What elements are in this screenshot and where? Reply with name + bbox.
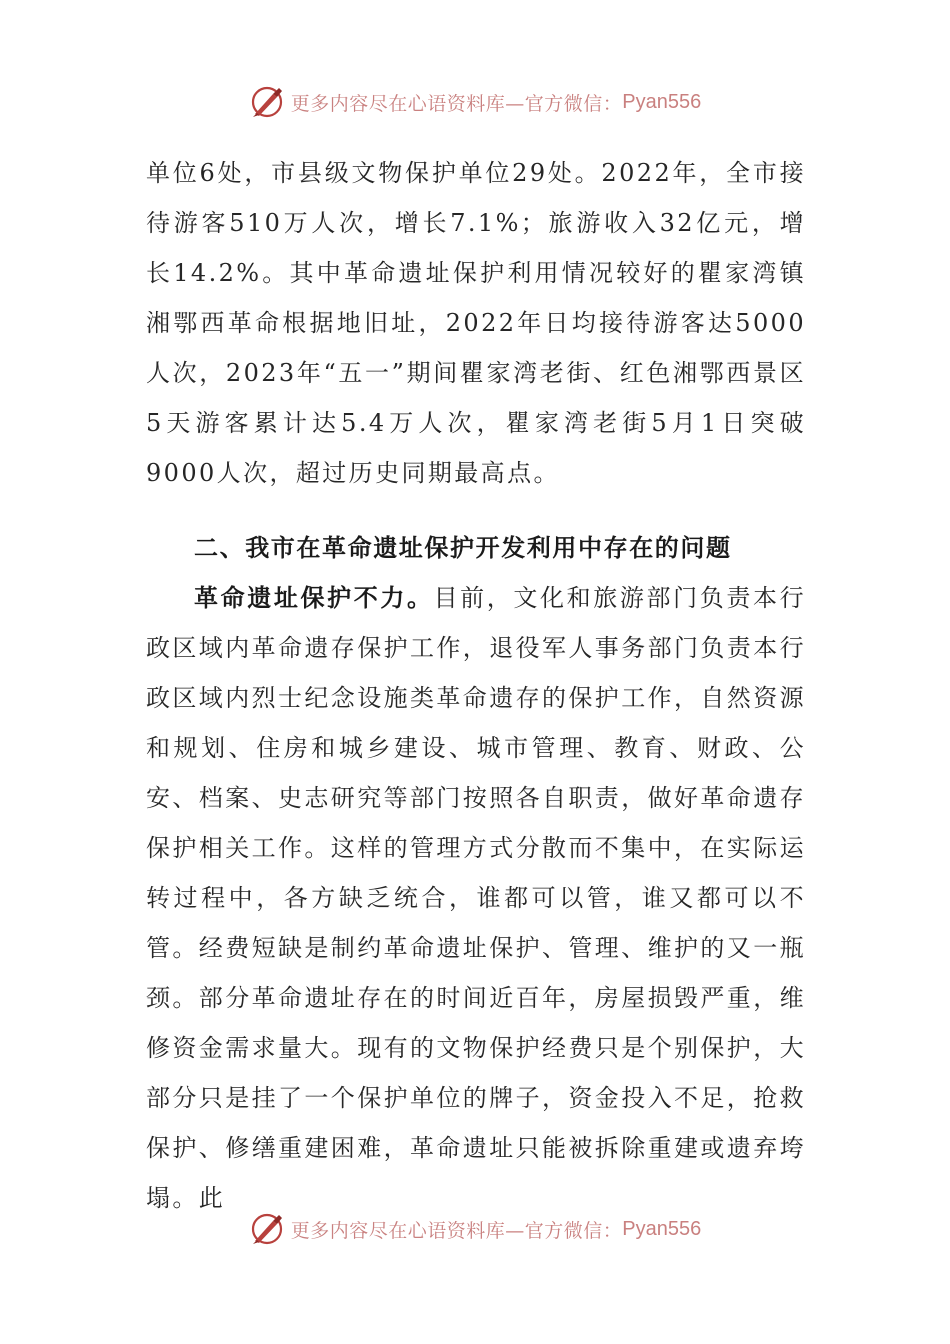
header-banner-content [249,84,701,120]
paragraph-statistics: 单位6处，市县级文物保护单位29处。2022年，全市接待游客510万人次，增长7.1%；旅游收入32亿元，增长14.2%。其中革命遗址保护利用情况较好的瞿家湾镇湘鄂西革命根据地旧址，2022年日均接待游客达5000人次，2023年“五一”期间瞿家湾老街、红色湘鄂西景区5天游客累计达5.4万人次，瞿家湾老街5月1日突破9000人次，超过历史同期最高点。 [146,159,806,487]
banner-wechat-id: Pyan556 [622,1217,702,1240]
banner-text: 更多内容尽在心语资料库—官方微信： [290,92,623,115]
section-heading: 二、我市在革命遗址保护开发利用中存在的问题 [194,533,732,562]
paragraph-lead: 革命遗址保护不力。 [194,583,434,612]
banner-text: 更多内容尽在心语资料库—官方微信： [290,1219,623,1242]
document-body [146,148,806,1223]
pen-logo-icon [249,1211,285,1247]
header-banner [0,82,950,122]
pen-logo-icon [249,84,285,120]
footer-banner [0,1209,950,1249]
footer-banner-content [249,1211,701,1247]
paragraph-issue-text: 目前，文化和旅游部门负责本行政区域内革命遗存保护工作，退役军人事务部门负责本行政区域内烈士纪念设施类革命遗存的保护工作，自然资源和规划、住房和城乡建设、城市管理、教育、财政、公安、档案、史志研究等部门按照各自职责，做好革命遗存保护相关工作。这样的管理方式分散而不集中，在实际运转过程中，各方缺乏统合，谁都可以管，谁又都可以不管。经费短缺是制约革命遗址保护、管理、维护的又一瓶颈。部分革命遗址存在的时间近百年，房屋损毁严重，维修资金需求量大。现有的文物保护经费只是个别保护，大部分只是挂了一个保护单位的牌子，资金投入不足，抢救保护、修缮重建困难，革命遗址只能被拆除重建或遗弃垮塌。此 [146,584,806,1212]
paragraph-issue [146,573,806,1223]
banner-wechat-id: Pyan556 [622,90,702,113]
